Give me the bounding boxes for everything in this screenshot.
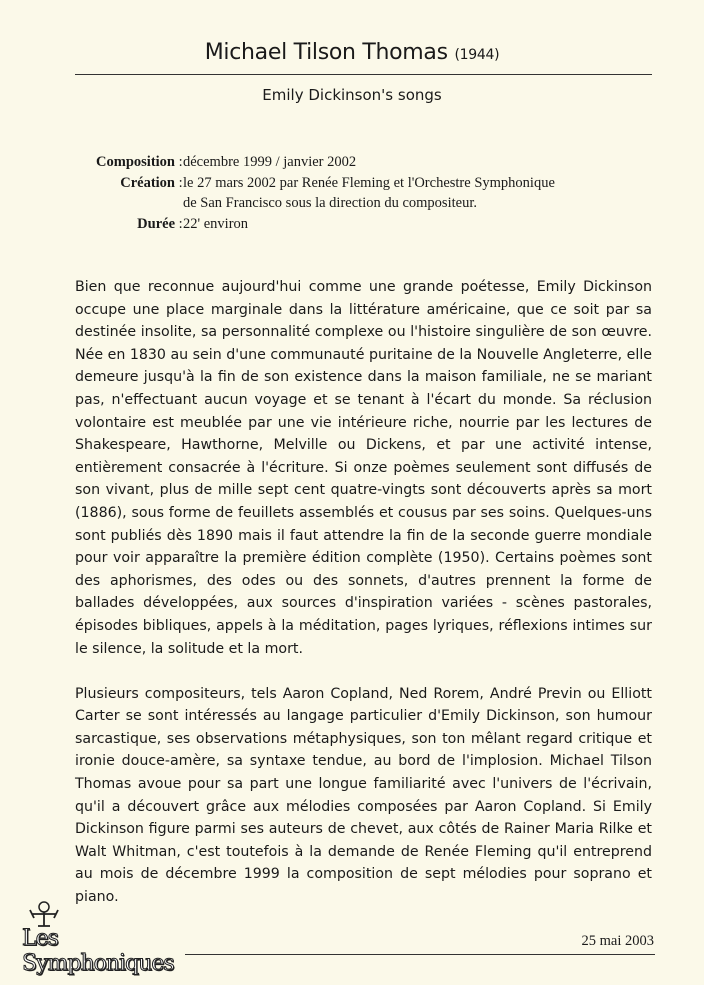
creation-value-line1: le 27 mars 2002 par Renée Fleming et l'Orchestre Symphonique — [183, 174, 555, 191]
creation-row-cont — [75, 193, 633, 214]
logo-wordmark: Les Symphoniques — [22, 926, 174, 976]
duree-row: Durée : 22' environ — [75, 214, 633, 235]
duree-label: Durée — [137, 215, 175, 232]
creation-value-line2: de San Francisco sous la direction du compositeur. — [183, 195, 477, 211]
composer-heading — [0, 40, 704, 65]
footer-rule — [185, 954, 655, 955]
program-note-body — [75, 276, 652, 931]
composition-row: Composition : décembre 1999 / janvier 2002 — [75, 152, 633, 173]
creation-label: Création — [120, 174, 175, 191]
work-details — [75, 152, 633, 234]
duree-value: 22' environ — [183, 215, 249, 232]
creation-row: Création : le 27 mars 2002 par Renée Fleming et l'Orchestre Symphonique — [75, 173, 633, 194]
composition-value: décembre 1999 / janvier 2002 — [183, 154, 357, 170]
header-rule — [75, 74, 652, 75]
composer-years: (1944) — [454, 47, 500, 63]
work-title: Emily Dickinson's songs — [262, 86, 442, 104]
document-date: 25 mai 2003 — [581, 933, 654, 949]
paragraph-1: Bien que reconnue aujourd'hui comme une grande poétesse, Emily Dickinson occupe une place marginale dans la littérature américaine, que ce soit par sa destinée insolite, sa personnalité complexe ou l'histoire singulière de son œuvre. Née en 1830 au sein d'une communauté puritaine de la Nouvelle Angleterre, elle demeure jusqu'à la fin de son existence dans la maison familiale, ne se mariant pas, n'effectuant aucun voyage et se tenant à l'écart du monde. Sa réclusion volontaire est meublée par une vie intérieure riche, nourrie par les lectures de Shakespeare, Hawthorne, Melville ou Dickens, et par une activité intense, entièrement consacrée à l'écriture. Si onze poèmes seulement sont diffusés de son vivant, plus de mille sept cent quatre-vingts sont découverts après sa mort (1886), sous forme de feuillets assemblés et cousus par ses soins. Quelques-uns sont publiés dès 1890 mais il faut attendre la fin de la seconde guerre mondiale pour voir apparaître la première édition complète (1950). Certains poèmes sont des aphorismes, des odes ou des sonnets, d'autres prennent la forme de ballades développées, aux sources d'inspiration variées - scènes pastorales, épisodes bibliques, appels à la méditation, pages lyriques, réflexions intimes sur le silence, la solitude et la mort. — [75, 279, 652, 657]
composer-name: Michael Tilson Thomas — [204, 40, 448, 65]
les-symphoniques-logo — [22, 900, 187, 976]
paragraph-2: Plusieurs compositeurs, tels Aaron Copland, Ned Rorem, André Previn ou Elliott Carter se sont intéressés au langage particulier d'Emily Dickinson, son humour sarcastique, ses observations métaphysiques, son ton mêlant regard critique et ironie douce-amère, sa syntaxe tendue, au bord de l'implosion. Michael Tilson Thomas avoue pour sa part une longue familiarité avec l'univers de l'écrivain, qu'il a découvert grâce aux mélodies composées par Aaron Copland. Si Emily Dickinson figure parmi ses auteurs de chevet, aux côtés de Rainer Maria Rilke et Walt Whitman, c'est toutefois à la demande de Renée Fleming qu'il entreprend au mois de décembre 1999 la composition de sept mélodies pour soprano et piano. — [75, 685, 652, 906]
composition-label: Composition — [96, 154, 175, 170]
